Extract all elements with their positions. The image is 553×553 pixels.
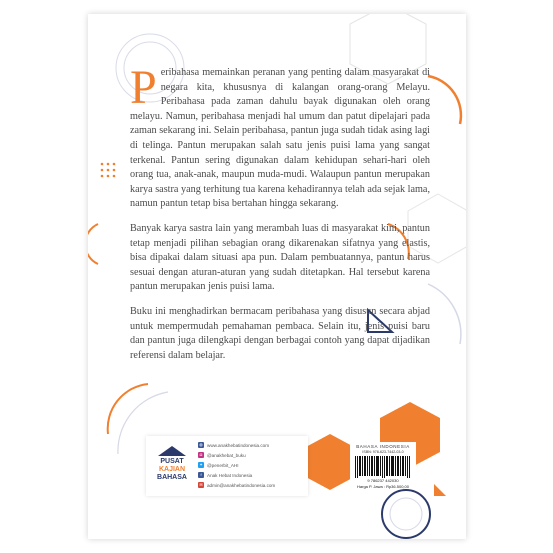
book-category: BAHASA INDONESIA: [356, 444, 410, 449]
book-back-cover: [88, 14, 466, 539]
deco-arc: [428, 284, 461, 344]
price-label: Harga P. Jawa : Rp36.500,00: [357, 484, 409, 489]
deco-arc: [88, 224, 98, 264]
deco-ring: [390, 498, 422, 530]
email-icon: ✉: [199, 482, 203, 487]
blurb-text: [130, 61, 430, 373]
instagram-icon: ◘: [199, 452, 203, 457]
publisher-panel: [146, 436, 308, 496]
facebook-text: Anak Hebat Indonesia: [207, 472, 253, 478]
contact-row: [198, 480, 304, 490]
deco-arc: [428, 76, 461, 124]
logo-word-2: KAJIAN: [158, 466, 186, 473]
website-text: www.anakhebatindonesia.com: [207, 442, 270, 448]
drop-cap: P: [130, 61, 157, 114]
paragraph-1-text: eribahasa memainkan peranan yang penting dalam masyarakat di negara kita, khususnya di kalangan orang-orang Melayu. Peribahasa pada zaman dahulu bayak digunakan oleh orang melayu. Namun, peribahasa menjadi hal umum dan patut dipelajari pada zaman sekarang ini. Selain peribahasa, pantun juga sudah tidak asing lagi di telinga. Pantun merupakan salah satu jenis puisi lama yang sangat terkenal. Pantun sering digunakan dalam kehidupan sehari-hari oleh orang tua, anak-anak, maupun muda-mudi. Walaupun pantun merupakan karya sastra yang terhitung tua karena kehadirannya telah ada sejak lama, namun pantun tetap bisa bertahan hingga sekarang.: [130, 67, 430, 210]
globe-icon: ◍: [199, 442, 203, 447]
contact-row: [198, 440, 304, 450]
contact-list: [198, 440, 304, 490]
blurb-paragraph-2: Banyak karya sastra lain yang merambah luas di masyarakat kini, pantun tetap menjadi pilihan sebagian orang dikarenakan sifatnya yang elastis, bisa dipakai dalam situasi apa pun. Dalam pembuatannya, pantun harus sesuai dengan aturan-aturan yang sudah ditetapkan. Hal tersebut karena pantun merupakan jenis puisi lama.: [130, 222, 430, 293]
email-text: admin@anakhebatindonesia.com: [207, 482, 276, 488]
deco-arc: [108, 384, 148, 434]
contact-row: [198, 450, 304, 460]
barcode-number: 9 786237 442030: [367, 478, 399, 483]
blurb-paragraph-3: Buku ini menghadirkan bermacam peribahasa yang disusun secara abjad untuk mempermudah pemahaman pembaca. Selain itu, jenis puisi baru dan pantun juga dilengkapi dengan berbagai contoh yang dapat dijadikan referensi dalam belajar.: [130, 305, 430, 361]
instagram-text: @anakhebat_buku: [207, 452, 246, 458]
deco-triangle: [434, 484, 446, 496]
deco-dots: [101, 163, 116, 178]
isbn-block: [350, 442, 416, 488]
barcode: [354, 456, 412, 478]
publisher-logo: [152, 446, 192, 490]
contact-row: [198, 460, 304, 470]
twitter-text: @penerbit_AHI: [207, 462, 239, 468]
house-roof-icon: [158, 446, 186, 456]
isbn-number: ISBN: 978-623-7442-03-0: [362, 450, 404, 454]
logo-word-1: PUSAT: [160, 458, 184, 465]
twitter-icon: ✦: [199, 462, 203, 467]
contact-row: [198, 470, 304, 480]
blurb-paragraph-1: [130, 61, 430, 212]
logo-word-3: BAHASA: [157, 474, 187, 481]
deco-hexagon-filled: [304, 434, 356, 490]
facebook-icon: f: [198, 472, 204, 478]
deco-ring: [382, 490, 430, 538]
